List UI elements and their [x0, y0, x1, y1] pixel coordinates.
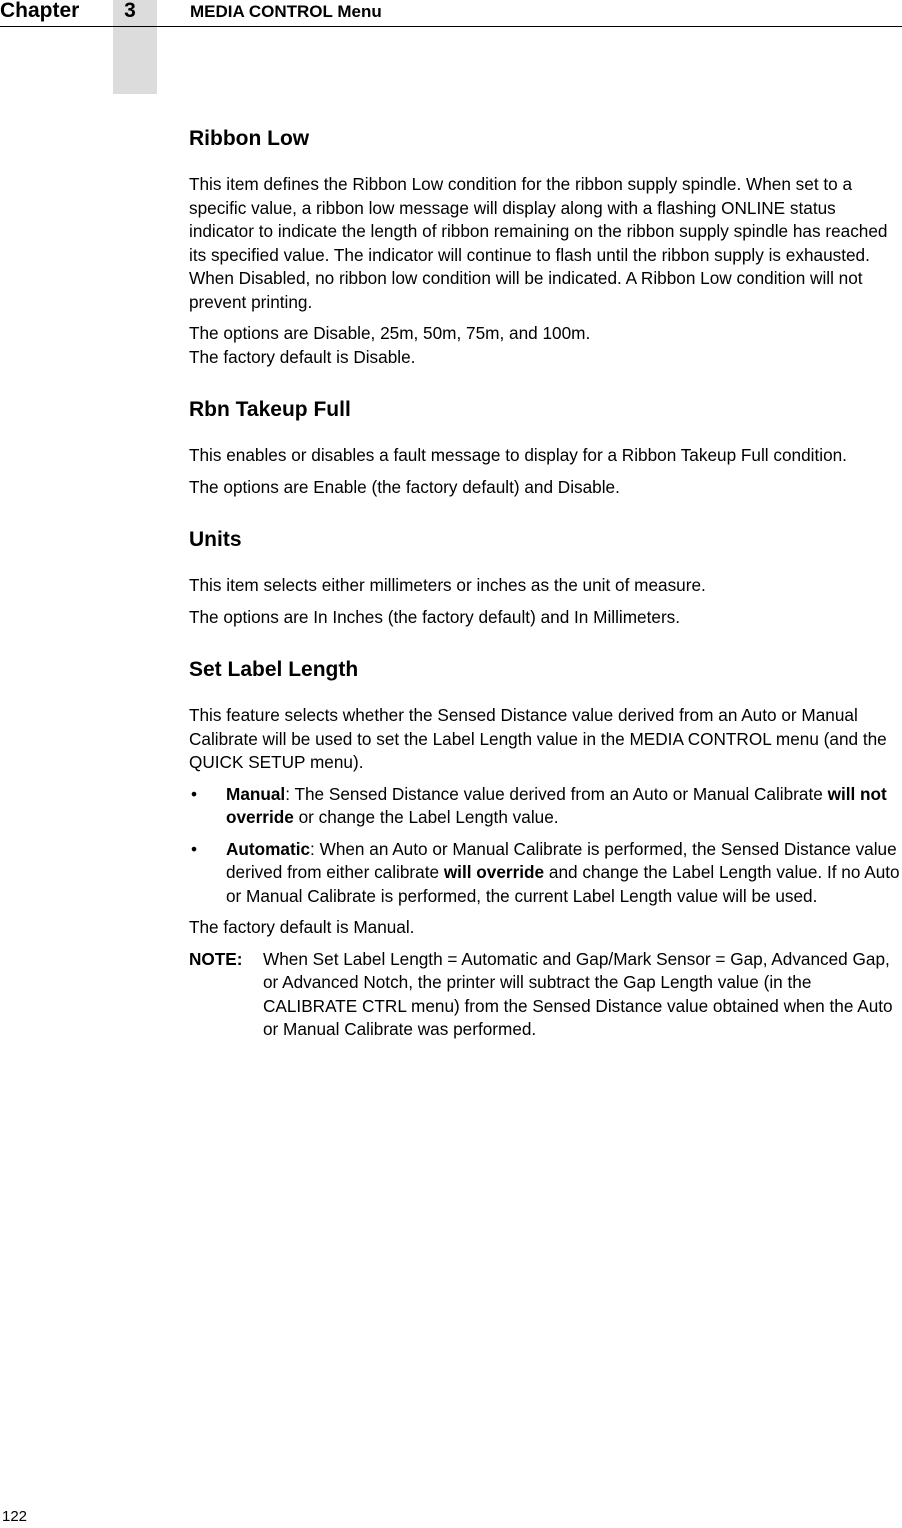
bullet-text: : When an Auto or Manual Calibrate is performed, the Sensed Distance value derived from either calibrate	[226, 838, 897, 882]
header-divider	[0, 26, 902, 27]
set-label-length-default: The factory default is Manual.	[189, 917, 415, 937]
chapter-label: Chapter	[0, 0, 80, 22]
rbn-takeup-full-description: This enables or disables a fault message to display for a Ribbon Takeup Full condition.	[189, 445, 847, 465]
bullet-text: and change the Label Length value. If no Auto or Manual Calibrate is performed, the current Label Length value will be used.	[226, 862, 900, 906]
bullet-emphasis: will override	[443, 862, 545, 882]
bullet-marker: •	[191, 838, 198, 859]
units-options: The options are In Inches (the factory default) and In Millimeters.	[189, 606, 681, 627]
page-number: 122	[2, 1508, 28, 1525]
rbn-takeup-full-heading: Rbn Takeup Full	[189, 398, 351, 421]
bullet-manual	[189, 783, 901, 830]
units-heading: Units	[189, 528, 242, 551]
set-label-length-description: This feature selects whether the Sensed Distance value derived from an Auto or Manual Calibrate will be used to set the Label Length value in the MEDIA CONTROL menu (and the QUICK SETUP menu).	[189, 705, 887, 772]
ribbon-low-default: The factory default is Disable.	[189, 346, 416, 367]
ribbon-low-options: The options are Disable, 25m, 50m, 75m, and 100m.	[189, 323, 591, 343]
bullet-text: : The Sensed Distance value derived from an Auto or Manual Calibrate	[285, 783, 828, 804]
bullet-automatic	[189, 838, 901, 909]
bullet-emphasis: will not override	[226, 783, 887, 827]
note-label: NOTE:	[189, 948, 243, 969]
bullet-term: Automatic	[226, 838, 311, 859]
bullet-text: or change the Label Length value.	[293, 807, 559, 827]
units-description: This item selects either millimeters or inches as the unit of measure.	[189, 575, 706, 595]
bullet-marker: •	[191, 783, 198, 804]
section-title: MEDIA CONTROL Menu	[190, 2, 382, 21]
page-header	[0, 0, 902, 94]
chapter-tab	[113, 0, 157, 94]
page-content	[189, 124, 901, 1042]
chapter-number: 3	[124, 0, 136, 22]
set-label-length-heading: Set Label Length	[189, 658, 359, 681]
note-block	[189, 948, 901, 1042]
rbn-takeup-full-options: The options are Enable (the factory default) and Disable.	[189, 476, 620, 497]
ribbon-low-heading: Ribbon Low	[189, 127, 310, 150]
bullet-term: Manual	[226, 783, 286, 804]
note-text: When Set Label Length = Automatic and Gap/Mark Sensor = Gap, Advanced Gap, or Advanced Notch, the printer will subtract the Gap Length value (in the CALIBRATE CTRL menu) from the Sensed Distance value obtained when the Auto or Manual Calibrate was performed.	[263, 948, 893, 1039]
ribbon-low-description: This item defines the Ribbon Low condition for the ribbon supply spindle. When set to a specific value, a ribbon low message will display along with a flashing ONLINE status indicator to indicate the length of ribbon remaining on the ribbon supply spindle has reached its specified value. The indicator will continue to flash until the ribbon supply is exhausted. When Disabled, no ribbon low condition will be indicated. A Ribbon Low condition will not prevent printing.	[189, 174, 888, 312]
